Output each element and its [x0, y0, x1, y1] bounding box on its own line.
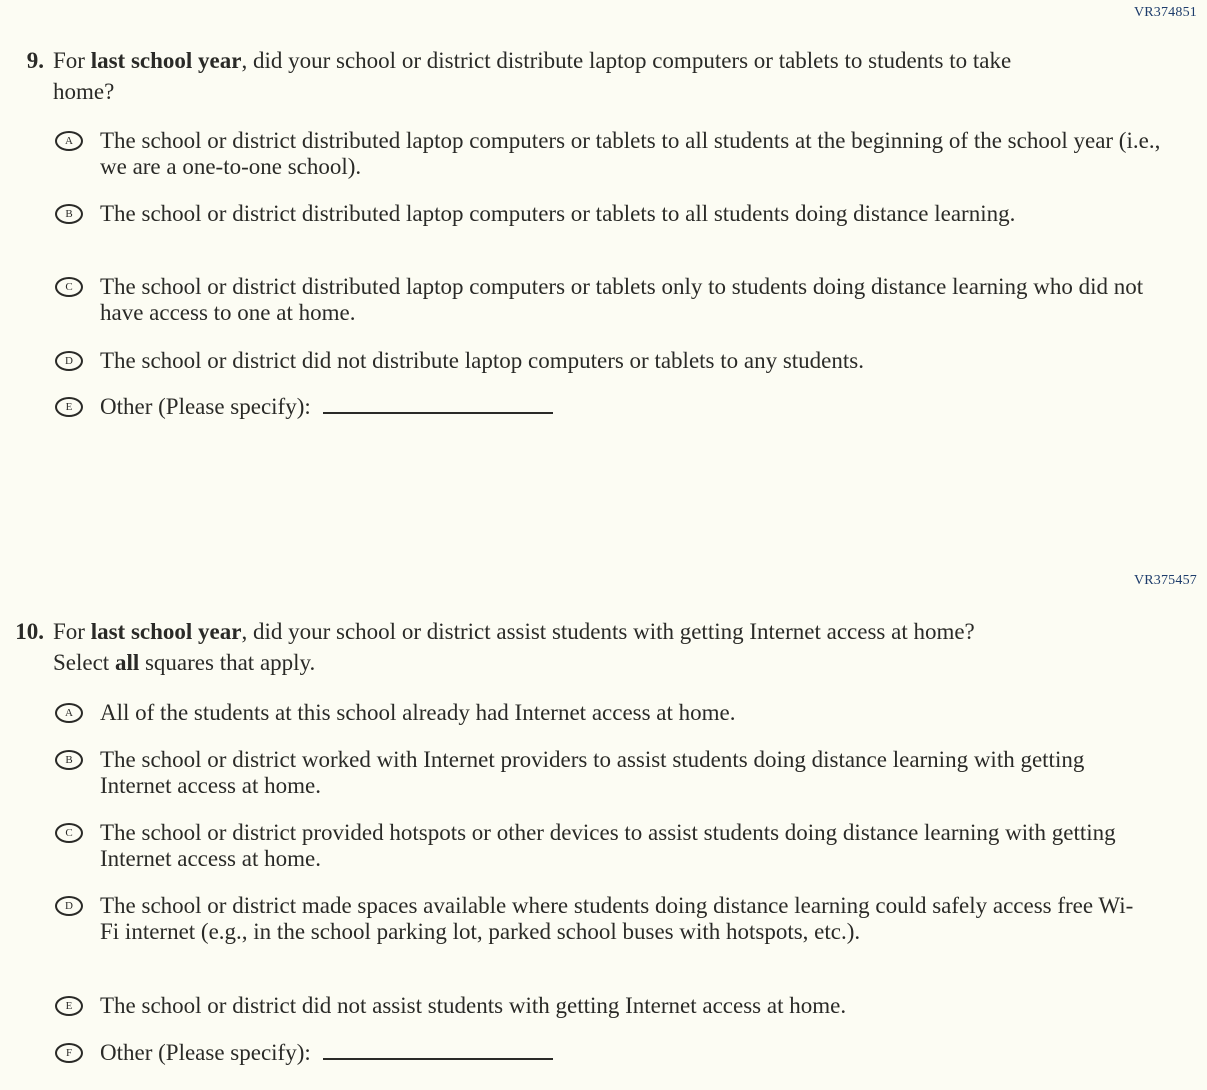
- option-row[interactable]: [55, 820, 1185, 872]
- option-bubble-b[interactable]: B: [55, 204, 83, 224]
- option-row[interactable]: [55, 348, 1185, 374]
- option-bubble-a[interactable]: A: [55, 131, 83, 151]
- option-text: The school or district provided hotspots or other devices to assist students doing distance learning with getting Internet access at home.: [100, 820, 1116, 871]
- other-specify-blank[interactable]: [323, 411, 553, 414]
- option-bubble-f[interactable]: F: [55, 1043, 83, 1063]
- question-9-code: VR374851: [1133, 5, 1197, 20]
- question-10-code: VR375457: [1133, 573, 1197, 588]
- question-10-text: For last school year, did your school or district assist students with getting Internet access at home? Select all squares that apply.: [53, 619, 975, 675]
- option-bubble-b[interactable]: B: [55, 750, 83, 770]
- option-bubble-c[interactable]: C: [55, 277, 83, 297]
- option-row[interactable]: [55, 700, 1185, 726]
- option-row[interactable]: [55, 128, 1185, 180]
- option-text: The school or district worked with Internet providers to assist students doing distance learning with getting Internet access at home.: [100, 747, 1085, 798]
- option-bubble-c[interactable]: C: [55, 823, 83, 843]
- question-9-text: For last school year, did your school or district distribute laptop computers or tablets to students to take home?: [53, 48, 1012, 104]
- option-text: Other (Please specify):: [100, 1040, 553, 1066]
- option-text: The school or district did not assist students with getting Internet access at home.: [100, 993, 847, 1018]
- question-9: [10, 45, 1187, 107]
- option-text: The school or district did not distribute laptop computers or tablets to any students.: [100, 348, 864, 373]
- option-bubble-e[interactable]: E: [55, 397, 83, 417]
- option-text: All of the students at this school already had Internet access at home.: [100, 700, 736, 725]
- option-row[interactable]: [55, 1040, 1185, 1066]
- option-row[interactable]: [55, 274, 1185, 326]
- other-specify-blank[interactable]: [323, 1057, 553, 1060]
- option-bubble-d[interactable]: D: [55, 896, 83, 916]
- option-text: The school or district distributed laptop computers or tablets only to students doing distance learning who did not have access to one at home.: [100, 274, 1144, 325]
- option-bubble-d[interactable]: D: [55, 351, 83, 371]
- option-text: The school or district made spaces available where students doing distance learning could safely access free Wi-Fi internet (e.g., in the school parking lot, parked school buses with hotspots, etc.).: [100, 893, 1134, 944]
- option-bubble-e[interactable]: E: [55, 996, 83, 1016]
- option-row[interactable]: [55, 893, 1185, 945]
- question-10-number: 10.: [15, 619, 44, 644]
- question-9-number: 9.: [26, 48, 44, 73]
- option-row[interactable]: [55, 993, 1185, 1019]
- option-text: Other (Please specify):: [100, 394, 553, 420]
- option-row[interactable]: [55, 747, 1185, 799]
- option-text: The school or district distributed laptop computers or tablets to all students at the beginning of the school year (i.e., we are a one-to-one school).: [100, 128, 1161, 179]
- option-row[interactable]: [55, 394, 1185, 420]
- option-row[interactable]: [55, 201, 1185, 227]
- option-text: The school or district distributed laptop computers or tablets to all students doing distance learning.: [100, 201, 1016, 226]
- question-10: [10, 616, 1187, 678]
- option-bubble-a[interactable]: A: [55, 703, 83, 723]
